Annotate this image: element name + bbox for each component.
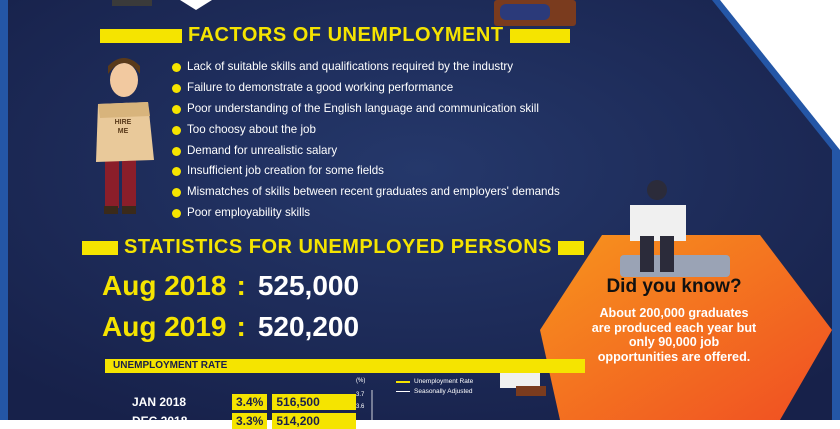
stat-separator: : xyxy=(236,270,246,301)
list-item: Mismatches of skills between recent graduates and employers' demands xyxy=(172,182,592,203)
stat-value: 525,000 xyxy=(257,270,360,301)
stat-label: Aug 2019 xyxy=(102,311,227,342)
title-bar-left xyxy=(100,29,182,43)
bullet-icon xyxy=(172,188,181,197)
did-you-know-text: About 200,000 graduates are produced each year but only 90,000 job opportunities are offered. xyxy=(591,306,757,364)
bullet-icon xyxy=(172,167,181,176)
rate-month: DEC 2018 xyxy=(132,414,188,428)
hire-sign-line1: HIRE xyxy=(114,119,132,126)
stat-value: 520,200 xyxy=(257,311,360,342)
bullet-icon xyxy=(172,84,181,93)
stat-row-aug-2018 xyxy=(102,270,359,302)
list-item: Lack of suitable skills and qualifications required by the industry xyxy=(172,57,592,78)
rate-heading: UNEMPLOYMENT RATE xyxy=(113,360,228,371)
chart-legend-rate: Unemployment Rate xyxy=(396,378,473,385)
list-item: Poor employability skills xyxy=(172,203,592,224)
rate-percent: 3.4% xyxy=(232,394,267,410)
rate-row-dec-2018 xyxy=(132,413,361,429)
stat-label: Aug 2018 xyxy=(102,270,227,301)
chart-unit-label: (%) xyxy=(356,378,366,384)
factors-list xyxy=(172,57,592,224)
list-item: Too choosy about the job xyxy=(172,120,592,141)
top-deco-left xyxy=(112,0,152,6)
factors-title xyxy=(100,24,570,47)
rate-row-jan-2018 xyxy=(132,394,361,410)
bullet-icon xyxy=(172,63,181,72)
did-you-know-title: Did you know? xyxy=(606,276,742,297)
bullet-icon xyxy=(172,126,181,135)
bullet-icon xyxy=(172,209,181,218)
legend-swatch xyxy=(396,391,410,392)
list-item: Failure to demonstrate a good working performance xyxy=(172,78,592,99)
rate-count: 514,200 xyxy=(272,413,356,429)
rate-percent: 3.3% xyxy=(232,413,267,429)
stat-separator: : xyxy=(236,311,246,342)
hire-me-sign xyxy=(108,118,138,136)
list-item: Poor understanding of the English language and communication skill xyxy=(172,99,592,120)
legend-swatch xyxy=(396,381,410,383)
chart-y-tick: 3.7 xyxy=(356,392,365,398)
list-item: Insufficient job creation for some fields xyxy=(172,161,592,182)
factors-heading: FACTORS OF UNEMPLOYMENT xyxy=(188,24,504,46)
chart-y-tick: 3.6 xyxy=(356,404,365,410)
list-item: Demand for unrealistic salary xyxy=(172,141,592,162)
stat-row-aug-2019 xyxy=(102,311,359,343)
title-bar-right xyxy=(510,29,570,43)
bullet-icon xyxy=(172,147,181,156)
rate-count: 516,500 xyxy=(272,394,356,410)
hire-sign-line2: ME xyxy=(117,128,129,135)
rate-month: JAN 2018 xyxy=(132,395,187,409)
statistics-heading: STATISTICS FOR UNEMPLOYED PERSONS xyxy=(124,236,553,258)
statistics-title xyxy=(82,236,584,259)
chart-legend-seasonal: Seasonally Adjusted xyxy=(396,388,473,395)
title-bar-left xyxy=(82,241,118,255)
title-bar-right xyxy=(558,241,584,255)
bullet-icon xyxy=(172,105,181,114)
